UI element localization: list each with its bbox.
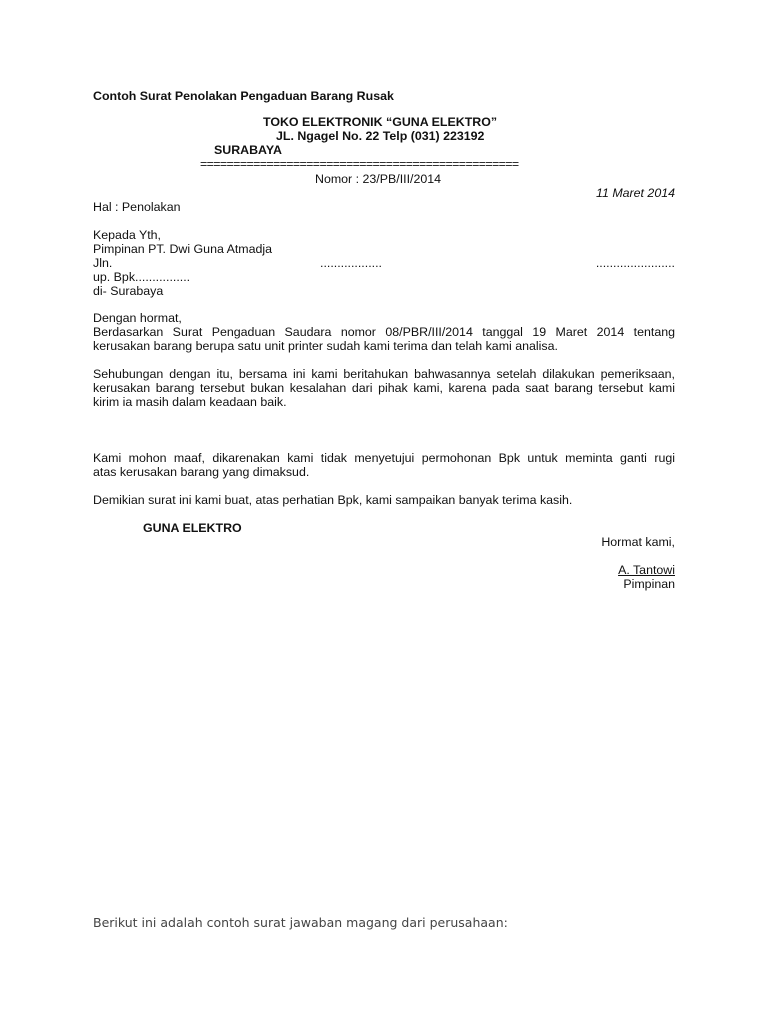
- letterhead-company: TOKO ELEKTRONIK “GUNA ELEKTRO”: [263, 115, 498, 129]
- letterhead-address: JL. Ngagel No. 22 Telp (031) 223192: [276, 129, 485, 143]
- greeting: Dengan hormat,: [93, 311, 182, 325]
- recipient-city: di- Surabaya: [93, 284, 164, 298]
- letter-subject: Hal : Penolakan: [93, 200, 181, 214]
- paragraph-2-line: kerusakan barang tersebut bukan kesalahan dari pihak kami, karena pada saat barang tersebut kami: [93, 381, 675, 395]
- paragraph-1-line: kerusakan barang berupa satu unit printer sudah kami terima dan telah kami analisa.: [93, 339, 558, 353]
- closing-sentence: Demikian surat ini kami buat, atas perhatian Bpk, kami sampaikan banyak terima kasih.: [93, 493, 573, 507]
- signer-name: A. Tantowi: [618, 563, 675, 577]
- paragraph-1: [93, 325, 675, 353]
- paragraph-3-line: Kami mohon maaf, dikarenakan kami tidak menyetujui permohonan Bpk untuk meminta ganti rugi: [93, 451, 675, 465]
- recipient-name: Pimpinan PT. Dwi Guna Atmadja: [93, 242, 273, 256]
- letter-number: Nomor : 23/PB/III/2014: [315, 172, 442, 186]
- signature-company: GUNA ELEKTRO: [143, 521, 242, 535]
- recipient-attention: up. Bpk................: [93, 270, 191, 284]
- letterhead-separator: ================================================: [200, 157, 519, 171]
- recipient-dots-1: ..................: [320, 256, 382, 270]
- paragraph-1-line: Berdasarkan Surat Pengaduan Saudara nomor 08/PBR/III/2014 tanggal 19 Maret 2014 tentang: [93, 325, 675, 339]
- paragraph-2: [93, 367, 675, 409]
- signer-title: Pimpinan: [623, 577, 675, 591]
- document-title: Contoh Surat Penolakan Pengaduan Barang Rusak: [93, 89, 394, 103]
- recipient-dots-2: .......................: [595, 256, 675, 270]
- recipient-street: Jln.: [93, 256, 113, 270]
- footer-note: Berikut ini adalah contoh surat jawaban magang dari perusahaan:: [93, 915, 508, 930]
- paragraph-2-line: kirim ia masih dalam keadaan baik.: [93, 395, 287, 409]
- paragraph-3-line: atas kerusakan barang yang dimaksud.: [93, 465, 310, 479]
- closing-phrase: Hormat kami,: [601, 535, 675, 549]
- paragraph-3: [93, 451, 675, 479]
- paragraph-2-line: Sehubungan dengan itu, bersama ini kami beritahukan bahwasannya setelah dilakukan pemeriksaan,: [93, 367, 675, 381]
- letterhead-city: SURABAYA: [214, 143, 282, 157]
- letter-date: 11 Maret 2014: [596, 186, 675, 200]
- recipient-salutation: Kepada Yth,: [93, 228, 161, 242]
